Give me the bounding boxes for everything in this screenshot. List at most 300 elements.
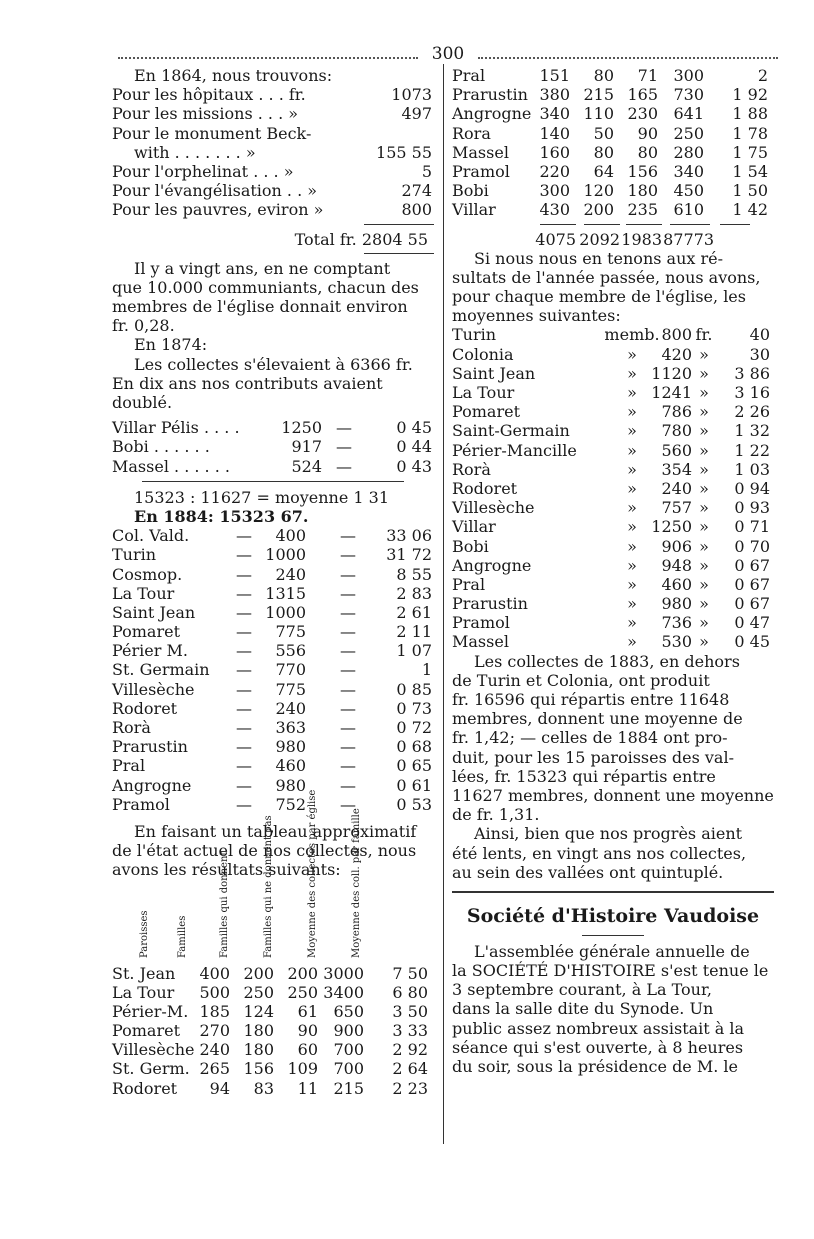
item-label: Pour l'évangélisation . . » xyxy=(112,181,318,201)
average: 0 61 xyxy=(396,775,432,795)
right-column xyxy=(452,66,774,1076)
text-line: Ainsi, bien que nos progrès aient xyxy=(474,824,743,844)
member-item xyxy=(452,498,774,517)
amount: 917 xyxy=(291,437,322,457)
parish-name: Prarustin xyxy=(112,737,188,757)
parish-name: Saint-Germain xyxy=(452,421,570,441)
table-cell: 400 xyxy=(199,963,230,983)
average: 1 07 xyxy=(396,641,432,661)
parish-name: Pral xyxy=(452,66,486,85)
column-header: Familles xyxy=(177,915,188,958)
list-item xyxy=(112,104,434,123)
separator xyxy=(112,476,434,488)
table-row xyxy=(112,964,434,983)
list-item xyxy=(112,565,434,584)
parish-name: Angrogne xyxy=(112,775,192,795)
heading-1874: En 1874: xyxy=(134,335,208,355)
paragraph-assemblee xyxy=(452,942,774,1076)
table-row xyxy=(112,1079,434,1098)
parish-name: St. Germ. xyxy=(112,1059,190,1079)
parish-name: La Tour xyxy=(112,583,175,603)
member-item xyxy=(452,364,774,383)
members: 460 xyxy=(275,756,306,776)
average: 0 45 xyxy=(396,418,432,438)
text-line: pour chaque membre de l'église, les xyxy=(452,287,746,307)
text-line: En faisant un tableau approximatif xyxy=(134,821,417,841)
parish-name: Rodoret xyxy=(112,1078,178,1098)
average: 0 93 xyxy=(734,498,770,518)
member-marker: » xyxy=(627,498,637,518)
parish-name: Périer M. xyxy=(112,641,188,661)
item-value: 155 55 xyxy=(376,142,432,162)
parish-name: Colonia xyxy=(452,344,514,364)
member-count: 1241 xyxy=(651,383,692,402)
member-item xyxy=(452,613,774,632)
text-line: L'assemblée générale annuelle de xyxy=(474,941,750,961)
item-value: 497 xyxy=(401,104,432,124)
dash: — xyxy=(340,756,356,776)
table-cell: 180 xyxy=(243,1040,274,1060)
member-marker: » xyxy=(627,632,637,652)
text-line: En dix ans nos contributs avaient xyxy=(112,373,383,393)
member-count: 948 xyxy=(661,555,692,575)
dash: — xyxy=(340,794,356,814)
parish-name: Prarustin xyxy=(452,594,528,614)
table-row xyxy=(452,200,774,219)
parish-name: Rodoret xyxy=(112,698,178,718)
dash: — xyxy=(236,622,252,642)
column-divider xyxy=(443,64,444,1144)
dash: — xyxy=(340,679,356,699)
table-cell: 730 xyxy=(673,85,704,105)
table-cell: 1 54 xyxy=(732,161,768,181)
parish-name: Pomaret xyxy=(112,1021,181,1041)
list-item xyxy=(112,437,434,456)
parish-name: Angrogne xyxy=(452,555,532,575)
member-marker: » xyxy=(627,555,637,575)
text-line: 3 septembre courant, à La Tour, xyxy=(452,980,712,1000)
average: 1 32 xyxy=(734,421,770,441)
list-item xyxy=(112,699,434,718)
text-line: membres, donnent une moyenne de xyxy=(452,709,743,729)
average: 2 11 xyxy=(396,622,432,642)
table-cell: 64 xyxy=(593,161,614,181)
parish-name: St. Jean xyxy=(112,963,176,983)
member-item xyxy=(452,594,774,613)
table-cell: 160 xyxy=(539,142,570,162)
dash: — xyxy=(340,698,356,718)
parish-name: Massel xyxy=(452,142,509,162)
average: 0 71 xyxy=(734,517,770,537)
average: 0 44 xyxy=(396,437,432,457)
table-cell: 250 xyxy=(673,123,704,143)
table-cell: 2 xyxy=(757,66,768,85)
average: 30 xyxy=(749,344,770,364)
dash: — xyxy=(340,526,356,546)
text-line: doublé. xyxy=(112,393,173,412)
text-line: de Turin et Colonia, ont produit xyxy=(452,670,710,690)
table-cell: 2 23 xyxy=(392,1078,428,1098)
text-line: public assez nombreux assistait à la xyxy=(452,1018,745,1038)
text-line: duit, pour les 15 paroisses des val- xyxy=(452,747,734,767)
table-row xyxy=(112,983,434,1002)
parish-name: Périer-Mancille xyxy=(452,440,577,460)
unit-marker: » xyxy=(699,402,709,422)
average: 2 61 xyxy=(396,602,432,622)
text-line: du soir, sous la présidence de M. le xyxy=(452,1057,738,1076)
member-item xyxy=(452,441,774,460)
average: 0 94 xyxy=(734,478,770,498)
members: 1000 xyxy=(265,602,306,622)
average: 0 43 xyxy=(396,456,432,476)
section-rule xyxy=(452,882,774,902)
members: 770 xyxy=(275,660,306,680)
text-line: Les collectes s'élevaient à 6366 fr. xyxy=(134,354,413,374)
member-marker: » xyxy=(627,383,637,402)
table-cell: 80 xyxy=(593,66,614,85)
average: 0 70 xyxy=(734,536,770,556)
members: 980 xyxy=(275,737,306,757)
table-row xyxy=(112,1059,434,1078)
text-line: au sein des vallées ont quintuplé. xyxy=(452,862,724,882)
table-cell: 50 xyxy=(593,123,614,143)
table-row xyxy=(452,143,774,162)
table-cell: 1 88 xyxy=(732,104,768,124)
average: 0 67 xyxy=(734,594,770,614)
average: 0 65 xyxy=(396,756,432,776)
parish-name: Col. Vald. xyxy=(112,526,190,546)
text-line: fr. 0,28. xyxy=(112,316,175,336)
average: 3 16 xyxy=(734,383,770,402)
parish-name: Pomaret xyxy=(112,622,181,642)
unit-marker: » xyxy=(699,440,709,460)
dash: — xyxy=(340,718,356,737)
table-cell: 220 xyxy=(539,161,570,181)
dash: — xyxy=(236,583,252,603)
member-item xyxy=(452,479,774,498)
item-value: 5 xyxy=(421,161,432,181)
table-row xyxy=(452,181,774,200)
average: 8 55 xyxy=(396,564,432,584)
parish-name: Rorà xyxy=(112,718,151,737)
table-cell: 240 xyxy=(199,1040,230,1060)
table-cell: 90 xyxy=(637,123,658,143)
paragraph-1874 xyxy=(112,355,434,413)
member-count: 240 xyxy=(661,478,692,498)
member-marker: » xyxy=(627,517,637,537)
table-cell: 80 xyxy=(593,142,614,162)
list-item xyxy=(112,622,434,641)
parish-name: Périer-M. xyxy=(112,1001,189,1021)
section-title: Société d'Histoire Vaudoise xyxy=(466,904,760,927)
table-cell: 2 92 xyxy=(392,1040,428,1060)
parish-name: Pomaret xyxy=(452,402,521,422)
table-cell: 94 xyxy=(209,1078,230,1098)
dash: — xyxy=(340,564,356,584)
table-cell: 300 xyxy=(673,66,704,85)
dash: — xyxy=(236,526,252,546)
dash: — xyxy=(236,756,252,776)
member-count: 980 xyxy=(661,594,692,614)
text-line: séance qui s'est ouverte, à 8 heures xyxy=(452,1037,744,1057)
dash: — xyxy=(236,737,252,757)
parish-name: Villesèche xyxy=(112,679,195,699)
unit-marker: » xyxy=(699,421,709,441)
member-item xyxy=(452,421,774,440)
parish-name: Rora xyxy=(452,123,491,143)
member-marker: » xyxy=(627,344,637,364)
table-cell: 61 xyxy=(297,1001,318,1021)
table-cell: 3000 xyxy=(323,963,364,983)
member-item xyxy=(452,325,774,344)
table-cell: 700 xyxy=(333,1040,364,1060)
item-label: Pour le monument Beck- xyxy=(112,123,312,143)
totals-rules xyxy=(452,220,774,230)
table-cell: 1 92 xyxy=(732,85,768,105)
text-line: Les collectes de 1883, en dehors xyxy=(474,651,740,671)
separator xyxy=(112,220,434,230)
moyenne-line: 15323 : 11627 = moyenne 1 31 xyxy=(134,487,390,507)
parish-name: Bobi xyxy=(452,181,489,201)
dash: — xyxy=(336,437,352,457)
dash: — xyxy=(236,698,252,718)
item-value: 800 xyxy=(401,200,432,220)
list-item xyxy=(112,143,434,162)
table-cell: 120 xyxy=(583,181,614,201)
member-item xyxy=(452,460,774,479)
dash: — xyxy=(236,775,252,795)
dash: — xyxy=(336,418,352,438)
dash: — xyxy=(236,679,252,699)
members: 980 xyxy=(275,775,306,795)
table-cell: 3 33 xyxy=(392,1021,428,1041)
item-label: Pour les pauvres, eviron » xyxy=(112,200,324,220)
table-cell: 151 xyxy=(539,66,570,85)
parish-name: Pramol xyxy=(112,794,170,814)
parish-name: Pral xyxy=(112,756,146,776)
member-count: 780 xyxy=(661,421,692,441)
member-item xyxy=(452,632,774,651)
text-line: que 10.000 communiants, chacun des xyxy=(112,277,419,297)
parish-name: Rorà xyxy=(452,459,491,479)
text-line: avons les résultats suivants: xyxy=(112,860,341,880)
total-cell: 4075 xyxy=(535,229,576,249)
table-cell: 156 xyxy=(243,1059,274,1079)
list-item xyxy=(112,181,434,200)
table-cell: 83 xyxy=(253,1078,274,1098)
member-marker: » xyxy=(627,402,637,422)
table-cell: 180 xyxy=(627,181,658,201)
member-count: 800 xyxy=(661,325,692,345)
table-cell: 90 xyxy=(297,1021,318,1041)
text-line: de fr. 1,31. xyxy=(452,805,540,825)
members-list xyxy=(452,325,774,651)
text-line: fr. 16596 qui répartis entre 11648 xyxy=(452,690,730,709)
table-cell: 340 xyxy=(673,161,704,181)
column-header: Paroisses xyxy=(139,909,150,958)
member-count: 757 xyxy=(661,498,692,518)
total-line: Total fr. 2804 55 xyxy=(294,229,428,249)
parish-name: Bobi xyxy=(452,536,489,556)
dash: — xyxy=(340,737,356,757)
table-cell: 430 xyxy=(539,200,570,220)
member-marker: » xyxy=(627,594,637,614)
member-marker: » xyxy=(627,613,637,633)
table-cell: 2 64 xyxy=(392,1059,428,1079)
average: 1 22 xyxy=(734,440,770,460)
list-item xyxy=(112,641,434,660)
table-cell: 215 xyxy=(333,1078,364,1098)
average: 0 73 xyxy=(396,698,432,718)
table-cell: 71 xyxy=(637,66,658,85)
list-item xyxy=(112,680,434,699)
text-line: sultats de l'année passée, nous avons, xyxy=(452,267,761,287)
table-cell: 230 xyxy=(627,104,658,124)
table-cell: 165 xyxy=(627,85,658,105)
list-item xyxy=(112,776,434,795)
text-line: dans la salle dite du Synode. Un xyxy=(452,999,714,1019)
member-item xyxy=(452,575,774,594)
average: 3 86 xyxy=(734,363,770,383)
page-header xyxy=(118,44,778,64)
table-row xyxy=(452,104,774,123)
unit-marker: » xyxy=(699,383,709,402)
dash: — xyxy=(336,456,352,476)
unit-marker: » xyxy=(699,459,709,479)
table-cell: 610 xyxy=(673,200,704,220)
table-cell: 215 xyxy=(583,85,614,105)
member-count: 460 xyxy=(661,574,692,594)
parish-name: La Tour xyxy=(452,383,515,402)
table-cell: 700 xyxy=(333,1059,364,1079)
table-cell: 110 xyxy=(583,104,614,124)
list-1884 xyxy=(112,526,434,814)
table-cell: 60 xyxy=(297,1040,318,1060)
parish-table-right xyxy=(452,66,774,220)
member-count: 1120 xyxy=(651,363,692,383)
table-row xyxy=(452,162,774,181)
member-count: 736 xyxy=(661,613,692,633)
table-cell: 109 xyxy=(287,1059,318,1079)
unit-marker: » xyxy=(699,536,709,556)
member-marker: » xyxy=(627,574,637,594)
members: 240 xyxy=(275,564,306,584)
parish-name: Angrogne xyxy=(452,104,532,124)
item-value: 1073 xyxy=(391,85,432,105)
dash: — xyxy=(236,564,252,584)
members: 240 xyxy=(275,698,306,718)
list-item xyxy=(112,660,434,679)
table-cell: 250 xyxy=(243,982,274,1002)
average: 1 03 xyxy=(734,459,770,479)
member-count: 354 xyxy=(661,459,692,479)
parish-name: Massel xyxy=(452,632,509,652)
unit-marker: » xyxy=(699,363,709,383)
parish-name: Pral xyxy=(452,574,486,594)
page-number: 300 xyxy=(431,44,465,64)
member-marker: » xyxy=(627,536,637,556)
parish-name: Saint Jean xyxy=(452,363,536,383)
text-line: Si nous nous en tenons aux ré- xyxy=(474,248,724,268)
text-line: été lents, en vingt ans nos collectes, xyxy=(452,843,747,863)
table-row xyxy=(452,66,774,85)
column-header: Familles qui ne donnent pas xyxy=(263,814,274,958)
table-cell: 1 42 xyxy=(732,200,768,220)
table-cell: 235 xyxy=(627,200,658,220)
member-item xyxy=(452,345,774,364)
parish-name: Villar Pélis . . . . xyxy=(112,418,240,438)
parish-name: Prarustin xyxy=(452,85,528,105)
separator xyxy=(112,249,434,259)
table-cell: 185 xyxy=(199,1001,230,1021)
parish-name: Cosmop. xyxy=(112,564,183,584)
table-cell: 200 xyxy=(287,963,318,983)
average: 0 45 xyxy=(734,632,770,652)
parish-name: Massel . . . . . . xyxy=(112,456,230,476)
text-line: fr. 1,42; — celles de 1884 ont pro- xyxy=(452,728,728,748)
dash: — xyxy=(236,641,252,661)
list-1874 xyxy=(112,418,434,476)
member-item xyxy=(452,517,774,536)
unit-marker: fr. xyxy=(695,325,713,345)
unit-marker: » xyxy=(699,344,709,364)
table-cell: 265 xyxy=(199,1059,230,1079)
text-line: lées, fr. 15323 qui répartis entre xyxy=(452,766,716,786)
list-item xyxy=(112,124,434,143)
dash: — xyxy=(236,660,252,680)
table-row xyxy=(112,1040,434,1059)
list-1864 xyxy=(112,85,434,219)
table-row xyxy=(452,85,774,104)
dash: — xyxy=(236,794,252,814)
paragraph-twenty-years xyxy=(112,259,434,336)
parish-name: Saint Jean xyxy=(112,602,196,622)
amount: 1250 xyxy=(281,418,322,438)
average: 0 67 xyxy=(734,555,770,575)
table-cell: 380 xyxy=(539,85,570,105)
list-item xyxy=(112,162,434,181)
dash: — xyxy=(236,718,252,737)
average: 2 26 xyxy=(734,402,770,422)
members: 752 xyxy=(275,794,306,814)
table-cell: 140 xyxy=(539,123,570,143)
average: 2 83 xyxy=(396,583,432,603)
heading-1884: En 1884: 15323 67. xyxy=(134,506,309,526)
unit-marker: » xyxy=(699,613,709,633)
table-cell: 300 xyxy=(539,181,570,201)
average: 0 68 xyxy=(396,737,432,757)
list-item xyxy=(112,737,434,756)
title-underline xyxy=(452,930,774,942)
average: 0 85 xyxy=(396,679,432,699)
table-cell: 180 xyxy=(243,1021,274,1041)
members: 363 xyxy=(275,718,306,737)
dash: — xyxy=(236,545,252,565)
unit-marker: » xyxy=(699,555,709,575)
member-count: 1250 xyxy=(651,517,692,537)
table-cell: 156 xyxy=(627,161,658,181)
unit-marker: » xyxy=(699,594,709,614)
table-row xyxy=(452,124,774,143)
table-row xyxy=(112,1002,434,1021)
column-header: Moyenne des coll. par famille xyxy=(351,807,362,958)
unit-marker: » xyxy=(699,517,709,537)
member-item xyxy=(452,556,774,575)
member-marker: » xyxy=(627,478,637,498)
table-cell: 500 xyxy=(199,982,230,1002)
parish-name: Rodoret xyxy=(452,478,518,498)
table-cell: 80 xyxy=(637,142,658,162)
